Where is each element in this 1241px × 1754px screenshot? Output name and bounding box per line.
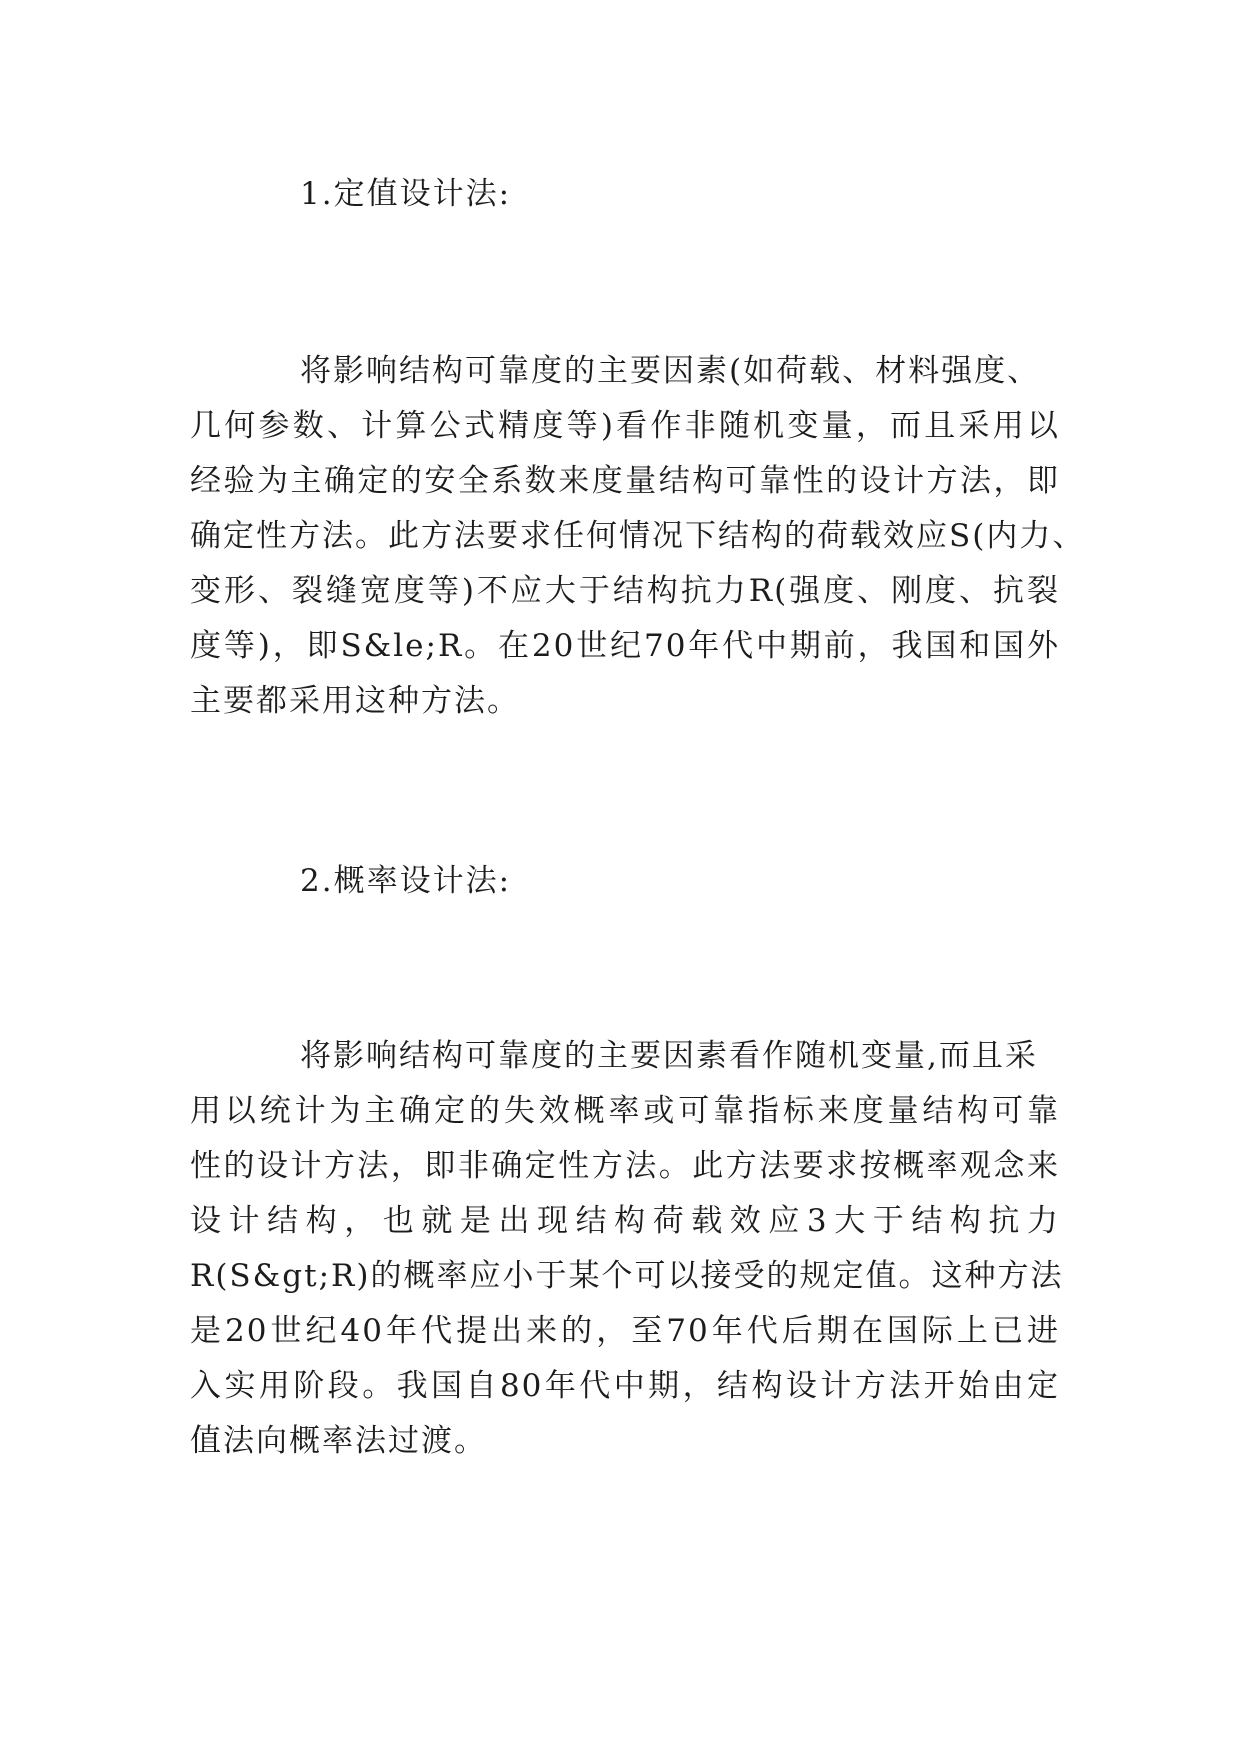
paragraph-line: 将影响结构可靠度的主要因素看作随机变量,而且采 bbox=[300, 1038, 1038, 1074]
paragraph-line: R(S&gt;R)的概率应小于某个可以接受的规定值。这种方法 bbox=[190, 1258, 1064, 1294]
paragraph-line: 主要都采用这种方法。 bbox=[190, 683, 520, 719]
paragraph-line: 设计结构，也就是出现结构荷载效应3大于结构抗力 bbox=[190, 1203, 1060, 1239]
paragraph-line: 值法向概率法过渡。 bbox=[190, 1423, 487, 1459]
section-heading-fixed-value-design: 1.定值设计法: bbox=[300, 176, 512, 212]
paragraph-line: 度等)，即S&le;R。在20世纪70年代中期前，我国和国外 bbox=[190, 628, 1060, 664]
paragraph-line: 入实用阶段。我国自80年代中期，结构设计方法开始由定 bbox=[190, 1368, 1060, 1404]
paragraph-line: 变形、裂缝宽度等)不应大于结构抗力R(强度、刚度、抗裂 bbox=[190, 573, 1060, 609]
paragraph-line: 用以统计为主确定的失效概率或可靠指标来度量结构可靠 bbox=[190, 1093, 1060, 1129]
paragraph-line: 性的设计方法，即非确定性方法。此方法要求按概率观念来 bbox=[190, 1148, 1060, 1184]
paragraph-line: 将影响结构可靠度的主要因素(如荷载、材料强度、 bbox=[300, 353, 1041, 389]
paragraph-line: 几何参数、计算公式精度等)看作非随机变量，而且采用以 bbox=[190, 408, 1060, 444]
paragraph-line: 经验为主确定的安全系数来度量结构可靠性的设计方法，即 bbox=[190, 463, 1060, 499]
paragraph-line: 确定性方法。此方法要求任何情况下结构的荷载效应S(内力、 bbox=[190, 518, 1086, 554]
paragraph-line: 是20世纪40年代提出来的，至70年代后期在国际上已进 bbox=[190, 1313, 1060, 1349]
section-heading-probability-design: 2.概率设计法: bbox=[300, 863, 512, 899]
